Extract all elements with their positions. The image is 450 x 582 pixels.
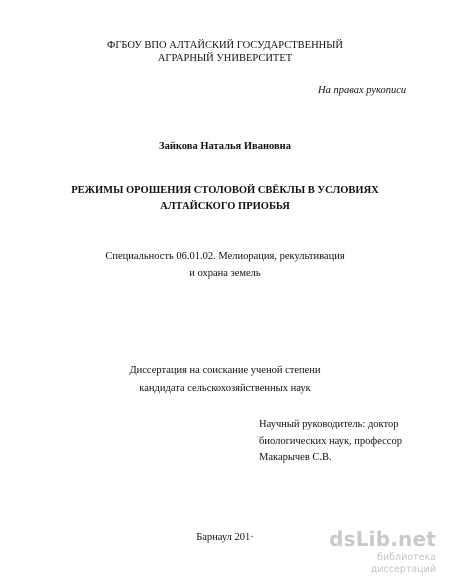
dslib-watermark — [324, 528, 436, 574]
supervisor-line2: биологических наук, профессор — [259, 436, 402, 447]
university-name-line1: ФГБОУ ВПО АЛТАЙСКИЙ ГОСУДАРСТВЕННЫЙ — [107, 40, 343, 51]
specialty-line2: и охрана земель — [189, 268, 261, 279]
watermark-logo: dsLib.net — [329, 527, 436, 551]
supervisor-line1: Научный руководитель: доктор — [259, 419, 399, 430]
dissertation-title-line2: АЛТАЙСКОГО ПРИОБЬЯ — [160, 201, 290, 212]
watermark-caption: библиотека диссертаций — [370, 552, 436, 575]
dissertation-title-line1: РЕЖИМЫ ОРОШЕНИЯ СТОЛОВОЙ СВЁКЛЫ В УСЛОВИЯХ — [71, 185, 379, 196]
supervisor-line3: Макарычев С.В. — [259, 452, 332, 463]
city-year: Барнаул 201· — [196, 532, 254, 543]
author-name: Зайкова Наталья Ивановна — [159, 141, 291, 152]
university-name-line2: АГРАРНЫЙ УНИВЕРСИТЕТ — [157, 53, 293, 64]
rights-note: На правах рукописи — [318, 85, 407, 96]
specialty-line1: Специальность 06.01.02. Мелиорация, рекультивация — [105, 251, 345, 262]
dissertation-degree-line2: кандидата сельскохозяйственных наук — [139, 383, 311, 394]
dissertation-degree-line1: Диссертация на соискание ученой степени — [129, 365, 321, 376]
